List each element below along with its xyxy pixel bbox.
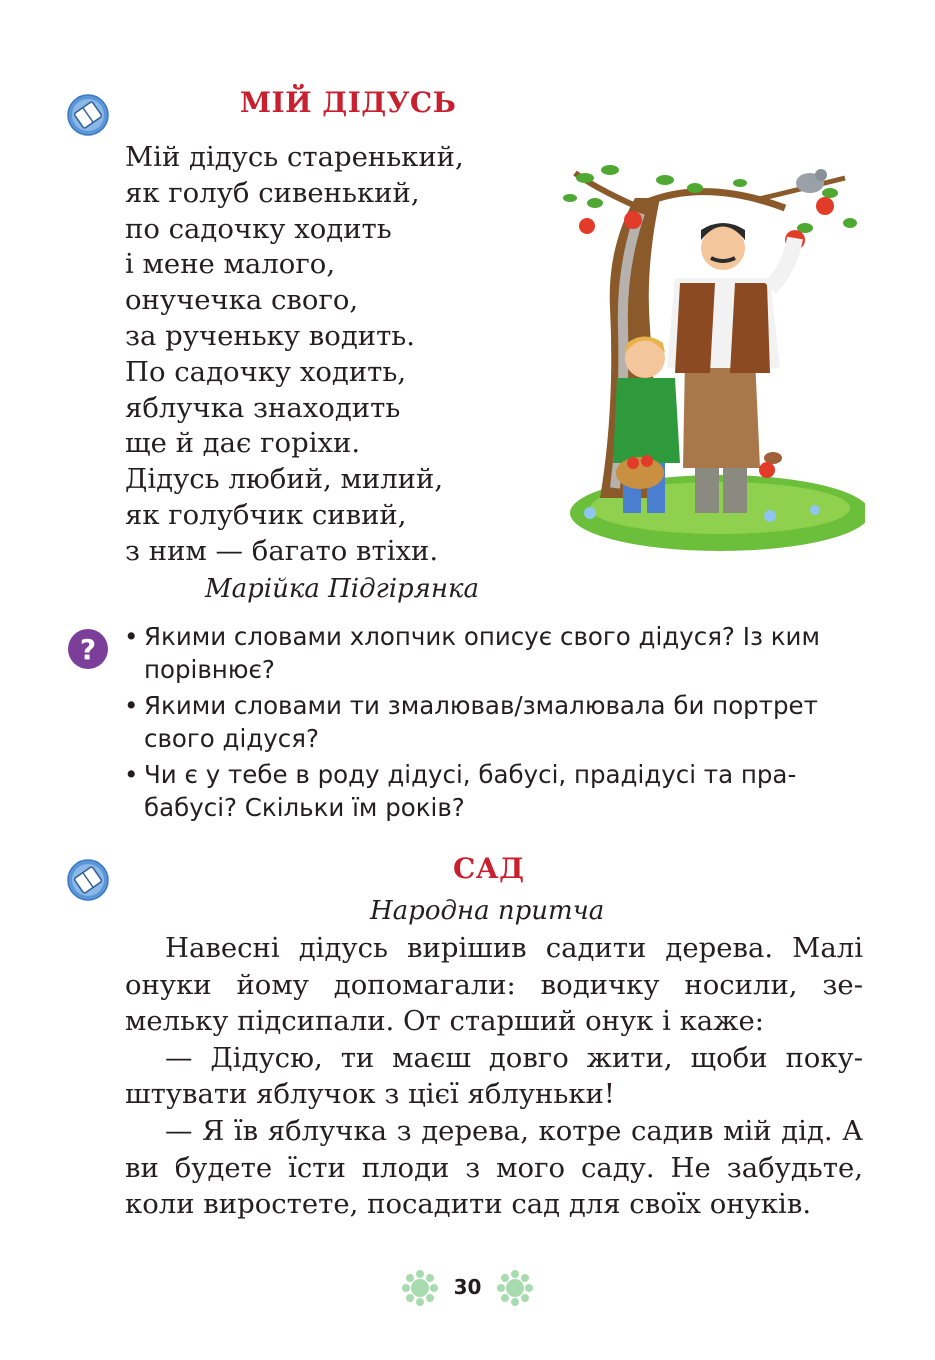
story-title: САД xyxy=(453,852,525,885)
poem-line: Дідусь любий, милий, xyxy=(125,463,444,496)
story-subtitle: Народна притча xyxy=(370,896,605,926)
question-icon xyxy=(66,627,110,671)
poem-line: по садочку ходить xyxy=(125,212,392,245)
poem-line: і мене малого, xyxy=(125,248,336,281)
question-item: • Якими словами ти змалював/змалювала би портрет свого дідуся? xyxy=(124,691,818,753)
story-paragraph: — Дідусю, ти маєш довго жити, щоби покуштувати яблучок з цієї яблуньки! xyxy=(125,1041,863,1111)
poem-line: як голубчик сивий, xyxy=(125,498,407,531)
question-text: Чи є у тебе в роду дідусі, бабусі, прадідусі та прабабусі? Скільки їм років? xyxy=(144,760,797,822)
question-text: Якими словами ти змалював/змалювала би портрет свого дідуся? xyxy=(144,691,818,753)
story-paragraph: — Я їв яблучка з дерева, котре садив мій дід. А ви будете їсти плоди з мого саду. Не забудьте, коли виростете, посадити сад для своїх онуків. xyxy=(125,1114,863,1221)
ornament-icon xyxy=(495,1268,535,1308)
question-text: Якими словами хлопчик описує свого дідуся? Із ким порівнює? xyxy=(144,622,820,684)
poem-author: Марійка Підгірянка xyxy=(205,574,480,604)
poem-line: онучечка свого, xyxy=(125,284,359,317)
poem-line: з ним — багато втіхи. xyxy=(125,534,439,567)
poem-line: як голуб сивенький, xyxy=(125,176,420,209)
poem-line: ще й дає горіхи. xyxy=(125,427,361,460)
poem-line: По садочку ходить, xyxy=(125,355,407,388)
page-number: 30 xyxy=(453,1275,482,1299)
grandfather-grandson-illustration xyxy=(555,158,865,558)
svg-text:?: ? xyxy=(79,633,97,666)
story-text xyxy=(125,930,863,1223)
book-icon xyxy=(66,93,110,137)
story-paragraph: Навесні дідусь вирішив садити дерева. Малі онуки йому допомагали: водичку носили, земельку підсипали. От старший онук і каже: xyxy=(125,932,863,1038)
poem-line: яблучка знаходить xyxy=(125,391,401,424)
book-icon xyxy=(66,858,110,902)
poem xyxy=(125,140,464,570)
poem-line: за рученьку водить. xyxy=(125,319,416,352)
poem-line: Мій дідусь старенький, xyxy=(125,141,464,173)
questions-list xyxy=(124,620,864,827)
poem-title: МІЙ ДІДУСЬ xyxy=(240,86,457,119)
question-item: • Чи є у тебе в роду дідусі, бабусі, прадідусі та прабабусі? Скільки їм років? xyxy=(124,760,797,822)
question-item: • Якими словами хлопчик описує свого дідуся? Із ким порівнює? xyxy=(124,622,820,684)
